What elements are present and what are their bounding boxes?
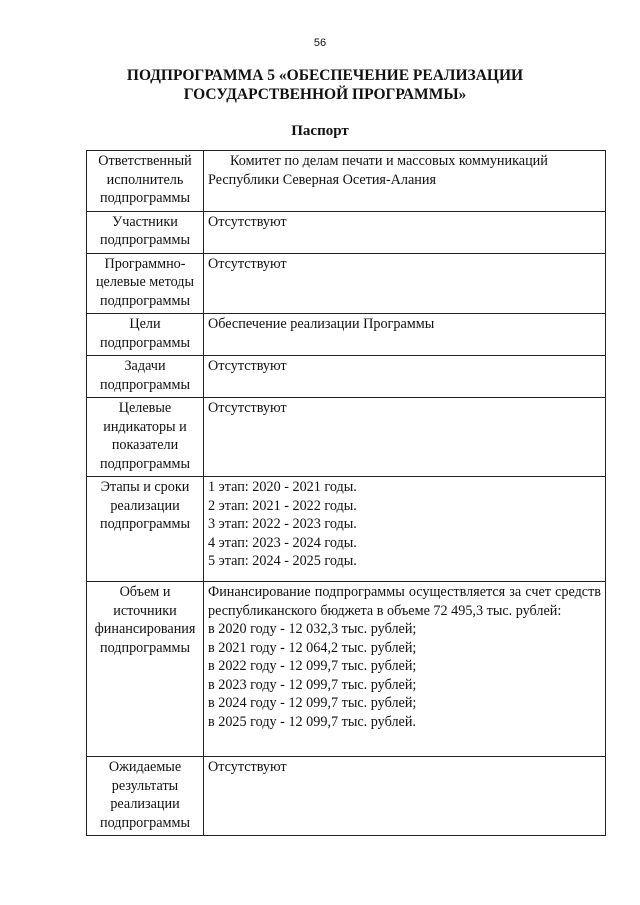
row-label: Ответственный исполнитель подпрограммы — [87, 151, 204, 212]
value-text: Отсутствуют — [208, 358, 287, 374]
row-value — [204, 477, 606, 582]
table-row — [87, 477, 606, 582]
row-label: Ожидаемые результаты реализации подпрограммы — [87, 757, 204, 836]
row-value — [204, 398, 606, 477]
row-value — [204, 582, 606, 757]
table-row — [87, 151, 606, 212]
value-text: в 2021 году - 12 064,2 тыс. рублей; — [208, 639, 417, 656]
value-text: 2 этап: 2021 - 2022 годы. — [208, 497, 357, 514]
section-subtitle: Паспорт — [291, 123, 349, 139]
row-label: Целевые индикаторы и показатели подпрограммы — [87, 398, 204, 477]
row-value — [204, 356, 606, 398]
row-label: Программно-целевые методы подпрограммы — [87, 253, 204, 314]
document-title: ПОДПРОГРАММА 5 «ОБЕСПЕЧЕНИЕ РЕАЛИЗАЦИИ ГОСУДАРСТВЕННОЙ ПРОГРАММЫ» — [126, 67, 524, 103]
value-text: 3 этап: 2022 - 2023 годы. — [208, 516, 357, 532]
row-label: Этапы и сроки реализации подпрограммы — [87, 477, 204, 582]
table-row — [87, 253, 606, 314]
row-value — [204, 151, 606, 212]
row-value — [204, 757, 606, 836]
row-label: Задачи подпрограммы — [87, 356, 204, 398]
value-text: Обеспечение реализации Программы — [208, 316, 435, 332]
value-text: 5 этап: 2024 - 2025 годы. — [208, 553, 357, 569]
value-text: Финансирование подпрограммы осуществляется за счет средств республиканского бюджета в объеме 72 495,3 тыс. рублей: — [208, 584, 601, 619]
value-text: 4 этап: 2023 - 2024 годы. — [208, 534, 357, 551]
row-label: Участники подпрограммы — [87, 211, 204, 253]
table-row — [87, 314, 606, 356]
row-label: Цели подпрограммы — [87, 314, 204, 356]
table-row — [87, 398, 606, 477]
page-number: 56 — [313, 37, 327, 49]
value-text: Отсутствуют — [208, 213, 287, 230]
value-text: Отсутствуют — [208, 255, 287, 272]
table-row — [87, 211, 606, 253]
table-row — [87, 757, 606, 836]
value-text: Отсутствуют — [208, 759, 287, 775]
table-row — [87, 582, 606, 757]
passport-table — [86, 150, 606, 836]
value-text: Комитет по делам печати и массовых коммуникаций Республики Северная Осетия-Алания — [208, 153, 548, 188]
row-label: Объем и источники финансирования подпрограммы — [87, 582, 204, 757]
row-value — [204, 253, 606, 314]
value-text: в 2023 году - 12 099,7 тыс. рублей; — [208, 676, 417, 693]
value-text: в 2020 году - 12 032,3 тыс. рублей; — [208, 621, 417, 637]
value-text: в 2024 году - 12 099,7 тыс. рублей; — [208, 695, 417, 711]
value-text: в 2025 году - 12 099,7 тыс. рублей. — [208, 713, 416, 730]
row-value — [204, 314, 606, 356]
value-text: 1 этап: 2020 - 2021 годы. — [208, 479, 357, 495]
row-value — [204, 211, 606, 253]
value-text: в 2022 году - 12 099,7 тыс. рублей; — [208, 658, 417, 674]
table-row — [87, 356, 606, 398]
value-text: Отсутствуют — [208, 400, 287, 416]
